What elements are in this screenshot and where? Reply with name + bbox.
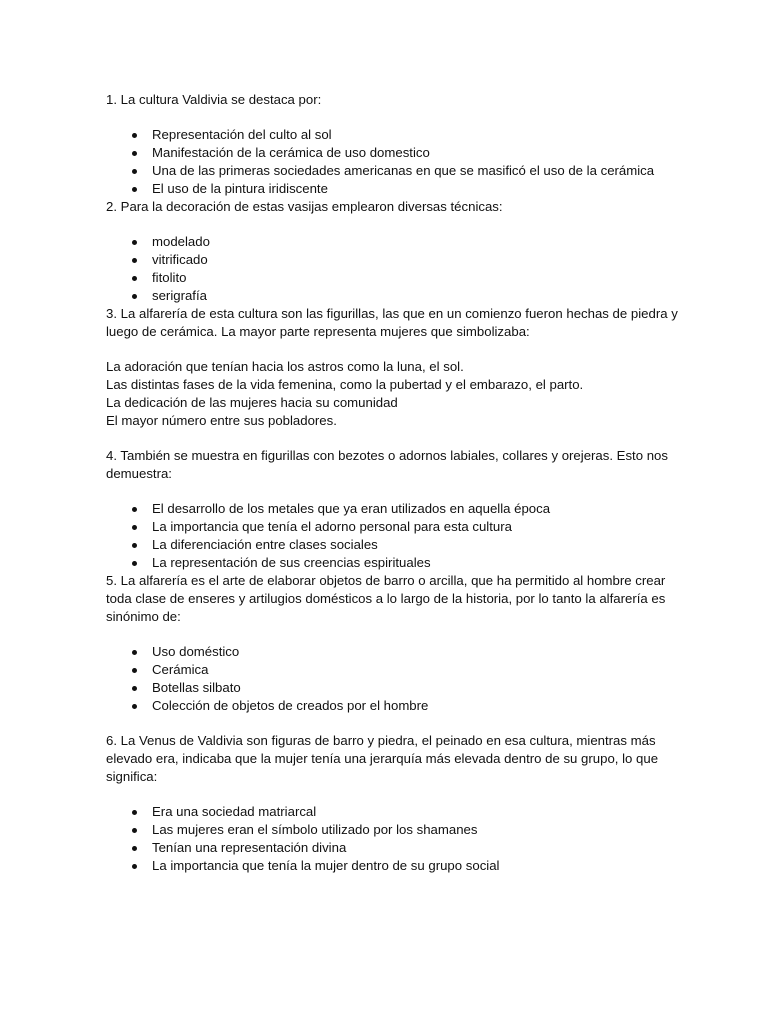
question-4-line-1: 4. También se muestra en figurillas con bezotes o adornos labiales, collares y orejeras. Esto nos xyxy=(106,448,668,463)
spacer xyxy=(106,341,666,358)
bullet-icon xyxy=(132,507,137,512)
bullet-icon xyxy=(132,525,137,530)
list-item xyxy=(106,233,666,251)
spacer xyxy=(106,786,666,803)
option-text: Una de las primeras sociedades americanas en que se masificó el uso de la cerámica xyxy=(152,163,655,178)
option-text: serigrafía xyxy=(152,288,207,303)
spacer xyxy=(106,626,666,643)
list-item xyxy=(106,518,666,536)
list-item xyxy=(106,839,666,857)
option-text: El desarrollo de los metales que ya eran utilizados en aquella época xyxy=(152,501,551,516)
bullet-icon xyxy=(132,258,137,263)
bullet-icon xyxy=(132,169,137,174)
bullet-icon xyxy=(132,133,137,138)
question-6-options xyxy=(106,803,666,875)
list-item xyxy=(106,144,666,162)
spacer xyxy=(106,109,666,126)
option-text: La diferenciación entre clases sociales xyxy=(152,537,378,552)
list-item xyxy=(106,251,666,269)
list-item xyxy=(106,162,666,180)
option-text: Manifestación de la cerámica de uso domestico xyxy=(152,145,430,160)
list-item xyxy=(106,126,666,144)
list-item xyxy=(106,536,666,554)
option-text: Colección de objetos de creados por el hombre xyxy=(152,698,429,713)
option-text: Era una sociedad matriarcal xyxy=(152,804,317,819)
question-1: 1. La cultura Valdivia se destaca por: xyxy=(106,92,322,107)
bullet-icon xyxy=(132,151,137,156)
list-item xyxy=(106,697,666,715)
question-6-line-3: significa: xyxy=(106,769,158,784)
question-3-option: Las distintas fases de la vida femenina, como la pubertad y el embarazo, el parto. xyxy=(106,377,584,392)
option-text: Uso doméstico xyxy=(152,644,240,659)
question-3-line-1: 3. La alfarería de esta cultura son las figurillas, las que en un comienzo fueron hechas de piedra y xyxy=(106,306,678,321)
option-text: Tenían una representación divina xyxy=(152,840,347,855)
bullet-icon xyxy=(132,543,137,548)
spacer xyxy=(106,216,666,233)
bullet-icon xyxy=(132,294,137,299)
question-2-options xyxy=(106,233,666,305)
bullet-icon xyxy=(132,650,137,655)
list-item xyxy=(106,180,666,198)
list-item xyxy=(106,500,666,518)
question-3-option: El mayor número entre sus pobladores. xyxy=(106,413,337,428)
option-text: La importancia que tenía el adorno personal para esta cultura xyxy=(152,519,512,534)
list-item xyxy=(106,821,666,839)
option-text: vitrificado xyxy=(152,252,208,267)
option-text: El uso de la pintura iridiscente xyxy=(152,181,328,196)
question-6-line-1: 6. La Venus de Valdivia son figuras de barro y piedra, el peinado en esa cultura, mientras más xyxy=(106,733,656,748)
question-6-line-2: elevado era, indicaba que la mujer tenía una jerarquía más elevada dentro de su grupo, lo que xyxy=(106,751,659,766)
spacer xyxy=(106,715,666,732)
document-page xyxy=(106,91,678,875)
question-5-line-1: 5. La alfarería es el arte de elaborar objetos de barro o arcilla, que ha permitido al hombre crear xyxy=(106,573,666,588)
option-text: La importancia que tenía la mujer dentro de su grupo social xyxy=(152,858,500,873)
option-text: fitolito xyxy=(152,270,187,285)
bullet-icon xyxy=(132,276,137,281)
bullet-icon xyxy=(132,187,137,192)
list-item xyxy=(106,643,666,661)
list-item xyxy=(106,857,666,875)
question-5-line-2: toda clase de enseres y artilugios domésticos a lo largo de la historia, por lo tanto la alfarería es xyxy=(106,591,666,606)
bullet-icon xyxy=(132,828,137,833)
bullet-icon xyxy=(132,864,137,869)
question-5-line-3: sinónimo de: xyxy=(106,609,181,624)
bullet-icon xyxy=(132,704,137,709)
bullet-icon xyxy=(132,668,137,673)
bullet-icon xyxy=(132,846,137,851)
option-text: Botellas silbato xyxy=(152,680,241,695)
question-4-line-2: demuestra: xyxy=(106,466,172,481)
question-4-options xyxy=(106,500,666,572)
bullet-icon xyxy=(132,686,137,691)
spacer xyxy=(106,430,666,447)
option-text: La representación de sus creencias espirituales xyxy=(152,555,431,570)
bullet-icon xyxy=(132,561,137,566)
question-3-line-2: luego de cerámica. La mayor parte representa mujeres que simbolizaba: xyxy=(106,324,530,339)
list-item xyxy=(106,287,666,305)
option-text: Cerámica xyxy=(152,662,209,677)
question-2: 2. Para la decoración de estas vasijas emplearon diversas técnicas: xyxy=(106,199,503,214)
list-item xyxy=(106,554,666,572)
question-3-option: La adoración que tenían hacia los astros como la luna, el sol. xyxy=(106,359,464,374)
question-3-option: La dedicación de las mujeres hacia su comunidad xyxy=(106,395,398,410)
bullet-icon xyxy=(132,240,137,245)
list-item xyxy=(106,803,666,821)
option-text: Las mujeres eran el símbolo utilizado por los shamanes xyxy=(152,822,478,837)
list-item xyxy=(106,679,666,697)
question-5-options xyxy=(106,643,666,715)
option-text: Representación del culto al sol xyxy=(152,127,332,142)
question-1-options xyxy=(106,126,666,198)
option-text: modelado xyxy=(152,234,210,249)
bullet-icon xyxy=(132,810,137,815)
spacer xyxy=(106,483,666,500)
list-item xyxy=(106,661,666,679)
list-item xyxy=(106,269,666,287)
